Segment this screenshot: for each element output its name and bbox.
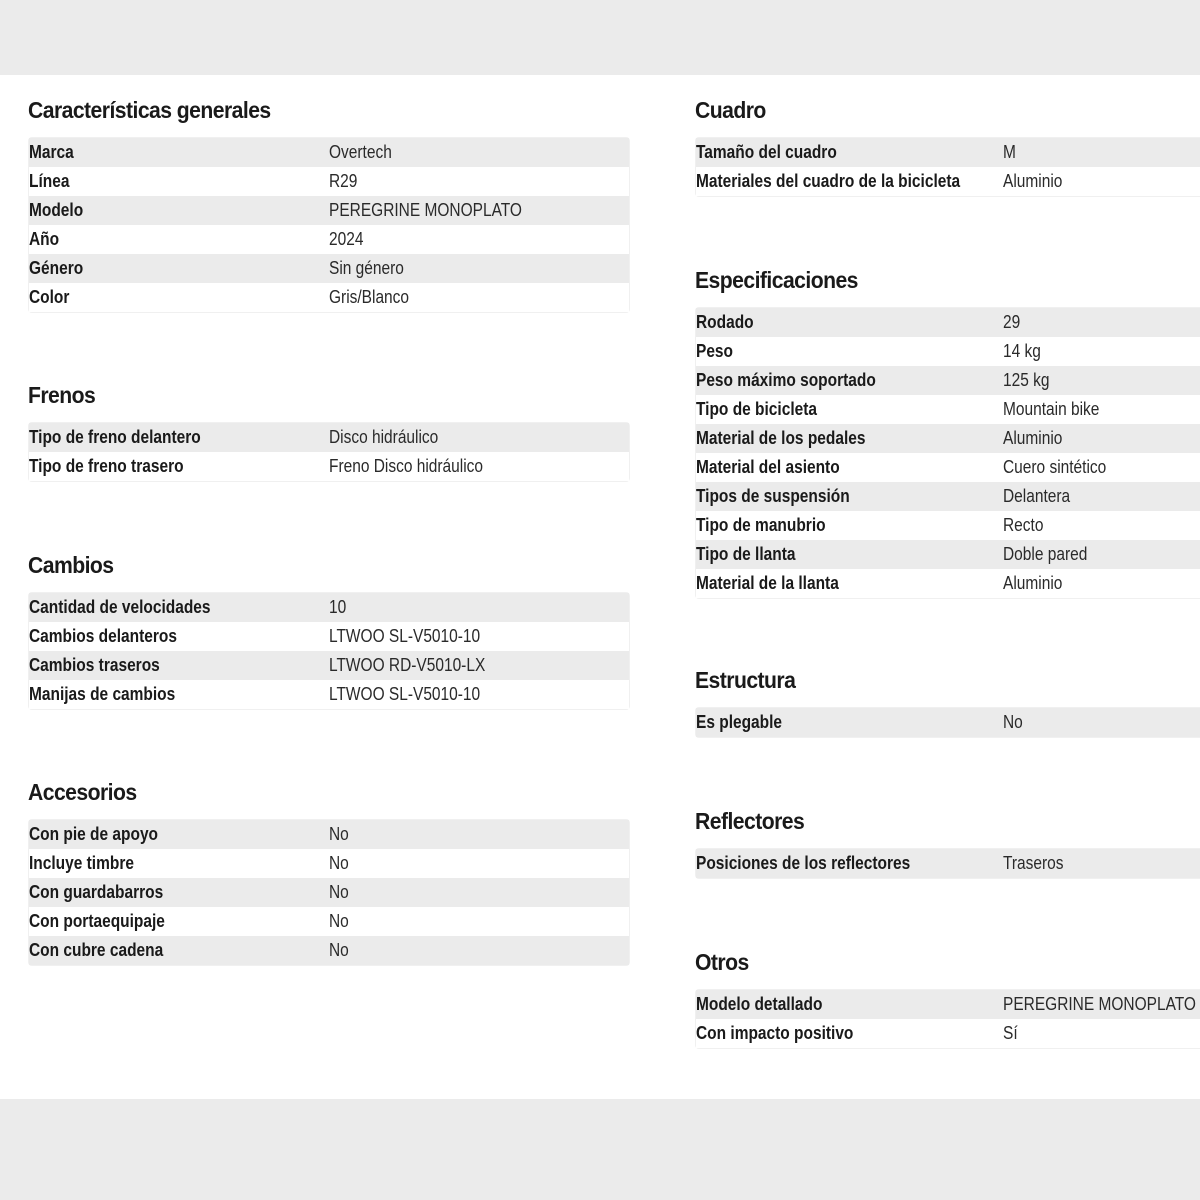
spec-row [696,708,1200,737]
spec-key: Con impacto positivo [696,1023,854,1043]
spec-key: Cambios traseros [29,655,160,675]
spec-key: Modelo [29,200,84,220]
spec-key: Tipo de manubrio [696,515,826,535]
spec-table [695,989,1200,1049]
spec-row [29,622,629,651]
spec-table [695,848,1200,879]
spec-row [696,1019,1200,1048]
specs-panel [0,75,1200,1099]
spec-key: Cambios delanteros [29,626,177,646]
spec-row [29,878,629,907]
spec-value: LTWOO SL-V5010-10 [329,626,481,646]
spec-row [29,254,629,283]
section-title: Frenos [28,382,96,408]
spec-section-otros [695,947,1200,1043]
spec-row [29,423,629,452]
spec-row [29,225,629,254]
spec-row [29,283,629,312]
spec-key: Material de los pedales [696,428,866,448]
spec-value: LTWOO SL-V5010-10 [329,684,481,704]
section-title: Características generales [28,97,271,123]
spec-value: Doble pared [1003,544,1088,564]
spec-section-reflectores [695,806,1200,873]
spec-key: Tipos de suspensión [696,486,850,506]
spec-value: Sí [1003,1023,1018,1043]
spec-key: Con cubre cadena [29,940,164,960]
spec-key: Cantidad de velocidades [29,597,211,617]
spec-key: Manijas de cambios [29,684,176,704]
spec-table [695,707,1200,738]
spec-key: Tipo de freno trasero [29,456,184,476]
spec-value: Aluminio [1003,573,1063,593]
spec-table [695,137,1200,197]
section-title: Cambios [28,552,114,578]
spec-row [29,849,629,878]
spec-row [29,167,629,196]
spec-key: Es plegable [696,712,783,732]
spec-key: Año [29,229,60,249]
spec-section-especificaciones [695,265,1200,593]
spec-key: Con guardabarros [29,882,164,902]
spec-key: Material de la llanta [696,573,839,593]
spec-value: M [1003,142,1016,162]
spec-value: 125 kg [1003,370,1050,390]
spec-key: Posiciones de los reflectores [696,853,911,873]
section-title: Cuadro [695,97,766,123]
spec-section-cuadro [695,95,1200,191]
spec-table [28,819,630,966]
section-title: Estructura [695,667,796,693]
spec-section-caracteristicas-generales [28,95,630,307]
spec-row [696,424,1200,453]
spec-key: Peso [696,341,734,361]
spec-table [28,592,630,710]
spec-row [696,990,1200,1019]
spec-value: 2024 [329,229,364,249]
spec-value: No [329,853,349,873]
spec-value: PEREGRINE MONOPLATO [329,200,522,220]
section-title: Otros [695,949,749,975]
spec-row [29,680,629,709]
spec-key: Tipo de freno delantero [29,427,201,447]
spec-key: Peso máximo soportado [696,370,876,390]
spec-row [29,138,629,167]
spec-row [29,936,629,965]
spec-value: 14 kg [1003,341,1041,361]
spec-value: Aluminio [1003,428,1063,448]
spec-key: Tipo de bicicleta [696,399,818,419]
spec-key: Tipo de llanta [696,544,796,564]
section-title: Especificaciones [695,267,858,293]
spec-value: No [329,911,349,931]
spec-key: Marca [29,142,74,162]
spec-value: 29 [1003,312,1021,332]
spec-value: Disco hidráulico [329,427,439,447]
spec-section-frenos [28,380,630,476]
spec-value: Gris/Blanco [329,287,410,307]
spec-row [696,540,1200,569]
spec-value: R29 [329,171,358,191]
spec-key: Color [29,287,70,307]
spec-row [696,482,1200,511]
spec-value: Sin género [329,258,404,278]
spec-row [696,453,1200,482]
spec-table [28,422,630,482]
spec-key: Modelo detallado [696,994,823,1014]
spec-row [696,366,1200,395]
spec-row [29,907,629,936]
spec-value: 10 [329,597,347,617]
spec-row [696,308,1200,337]
spec-row [696,395,1200,424]
spec-table [28,137,630,313]
spec-key: Rodado [696,312,754,332]
spec-value: Mountain bike [1003,399,1100,419]
spec-row [696,511,1200,540]
spec-value: PEREGRINE MONOPLATO [1003,994,1196,1014]
section-title: Accesorios [28,779,137,805]
spec-key: Tamaño del cuadro [696,142,837,162]
spec-value: No [329,940,349,960]
spec-value: No [329,824,349,844]
spec-value: Overtech [329,142,392,162]
spec-value: Freno Disco hidráulico [329,456,484,476]
spec-section-estructura [695,665,1200,732]
spec-value: Traseros [1003,853,1064,873]
spec-section-cambios [28,550,630,704]
spec-row [29,651,629,680]
spec-value: No [329,882,349,902]
spec-row [696,167,1200,196]
spec-value: Cuero sintético [1003,457,1107,477]
spec-row [29,593,629,622]
spec-value: Recto [1003,515,1044,535]
spec-value: Delantera [1003,486,1071,506]
spec-value: LTWOO RD-V5010-LX [329,655,486,675]
spec-key: Línea [29,171,70,191]
spec-key: Materiales del cuadro de la bicicleta [696,171,961,191]
spec-row [696,569,1200,598]
spec-row [696,337,1200,366]
spec-section-accesorios [28,777,630,960]
spec-key: Con pie de apoyo [29,824,159,844]
section-title: Reflectores [695,808,805,834]
spec-row [696,849,1200,878]
spec-row [29,452,629,481]
spec-key: Con portaequipaje [29,911,165,931]
spec-row [29,196,629,225]
spec-value: Aluminio [1003,171,1063,191]
spec-value: No [1003,712,1023,732]
spec-row [29,820,629,849]
spec-key: Género [29,258,84,278]
spec-row [696,138,1200,167]
spec-key: Material del asiento [696,457,840,477]
spec-key: Incluye timbre [29,853,134,873]
spec-table [695,307,1200,599]
